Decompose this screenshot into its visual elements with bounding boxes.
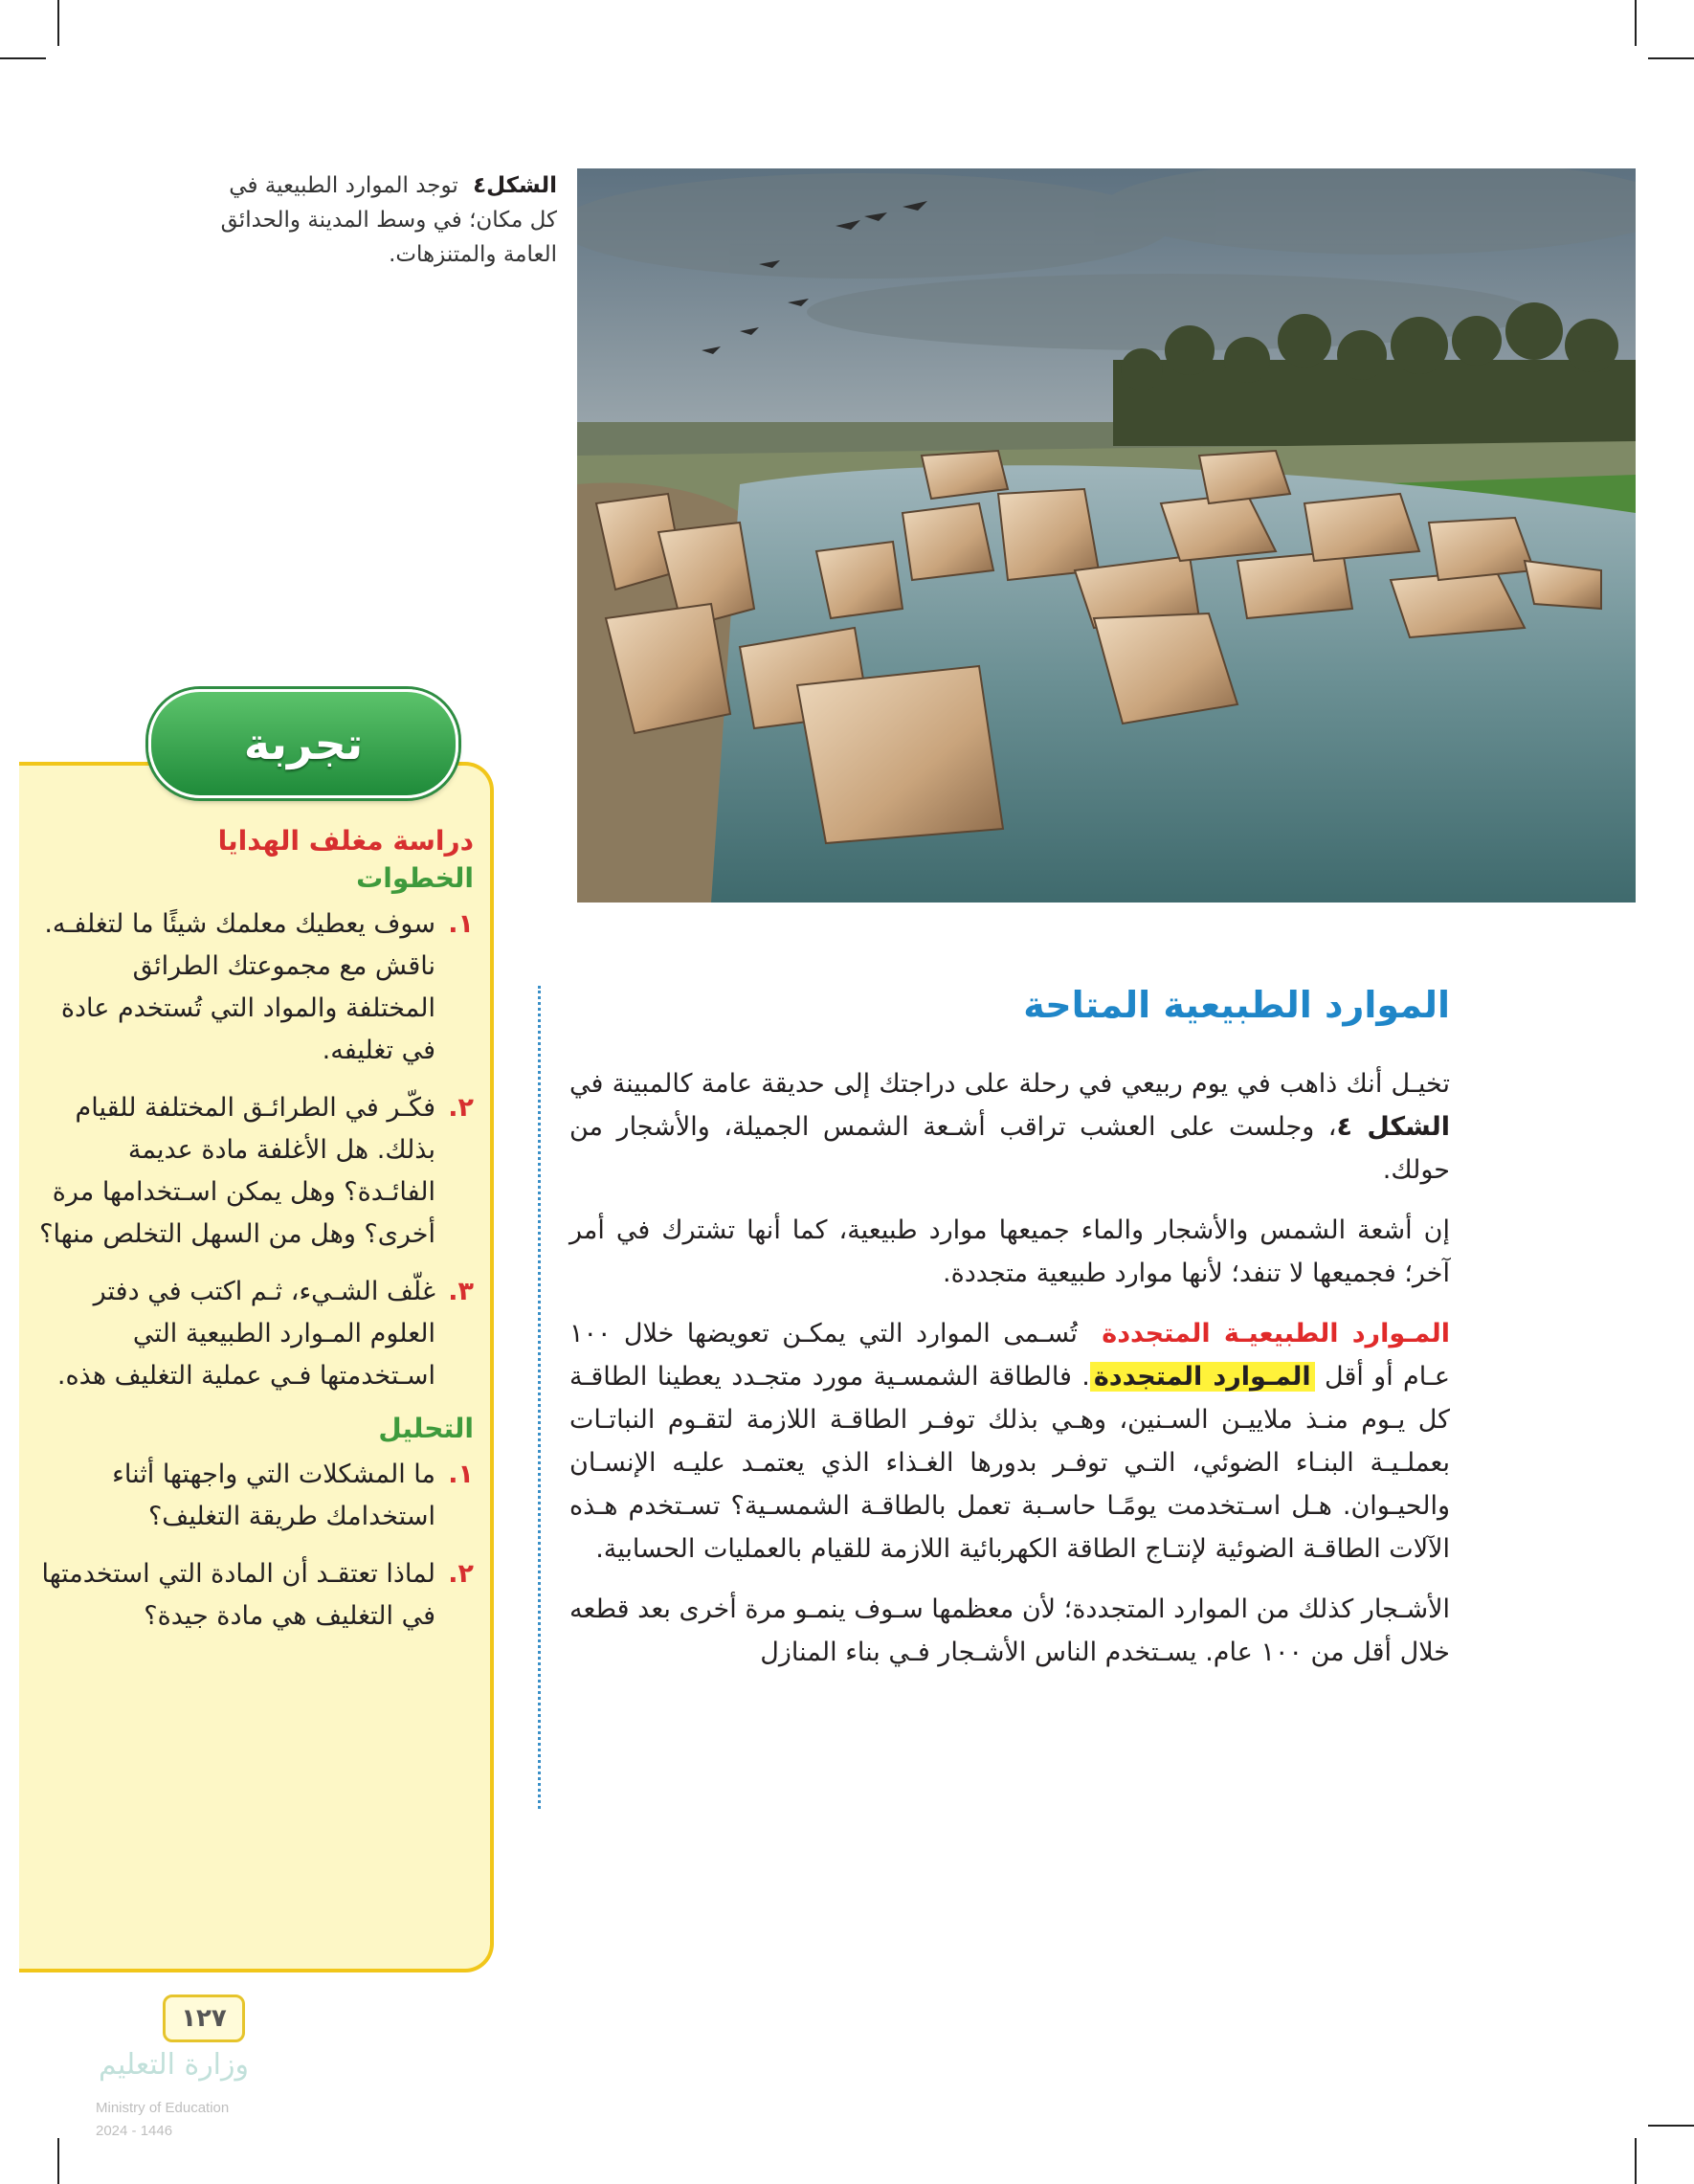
figure-reference: الشكل ٤ bbox=[1336, 1112, 1450, 1142]
question-number: ٢. bbox=[448, 1559, 474, 1589]
section-body bbox=[569, 1062, 1450, 1691]
paragraph-text: تخيـل أنك ذاهب في يوم ربيعي في رحلة على دراجتك إلى حديقة عامة كالمبينة في bbox=[569, 1069, 1450, 1099]
list-item bbox=[38, 1271, 474, 1397]
crop-mark bbox=[1635, 0, 1637, 46]
paragraph-text: ، وجلست على العشب تراقب أشـعة الشمس الجميلة، والأشجار من حولك. bbox=[569, 1112, 1450, 1185]
column-separator bbox=[538, 986, 541, 1809]
paragraph-trees: الأشـجار كذلك من الموارد المتجددة؛ لأن معظمها سـوف ينمـو مرة أخرى بعد قطعه خلال أقل من ١٠٠ عام. يسـتخدم الناس الأشـجار فـي بناء المنازل bbox=[569, 1594, 1450, 1667]
paragraph-text: . فالطاقة الشمسـية مورد متجـدد يعطينا الطاقـة كل يـوم منـذ ملاييـن السـنين، وهـي بذلك توفـر الطاقـة اللازمة لتقـوم النباتـات بعملـيـة البنـاء الضوئي، التـي توفـر بدورها الغـذاء الذي يعتمـد عليـه الإنسـان والحيـوان. هـل اسـتخدمت يومًـا حاسـبة تعمل بالطاقـة الشمسـية؟ تسـتخدم هـذه الآلات الطاقـة الضوئية لإنتـاج الطاقة الكهربائية اللازمة للقيام بالعمليات الحسابية. bbox=[569, 1362, 1450, 1564]
list-item bbox=[38, 1553, 474, 1638]
figure-caption-text: توجد الموارد الطبيعية في كل مكان؛ في وسط المدينة والحدائق العامة والمتنزهات. bbox=[220, 173, 557, 267]
paragraph-definition bbox=[569, 1312, 1450, 1571]
step-number: ١. bbox=[448, 909, 474, 939]
river-rocks-image bbox=[577, 168, 1636, 903]
list-item bbox=[38, 1087, 474, 1256]
analysis-heading: التحليل bbox=[378, 1413, 474, 1444]
figure-caption bbox=[220, 168, 557, 272]
list-item bbox=[38, 1454, 474, 1538]
crop-mark bbox=[57, 2138, 59, 2184]
list-item bbox=[38, 903, 474, 1072]
crop-mark bbox=[1635, 2138, 1637, 2184]
step-number: ٢. bbox=[448, 1093, 474, 1123]
edition-year: 2024 - 1446 bbox=[96, 2123, 173, 2139]
analysis-list bbox=[38, 1454, 474, 1638]
experiment-tab bbox=[148, 689, 458, 798]
step-number: ٣. bbox=[448, 1277, 474, 1306]
ministry-name-ar: وزارة التعليم bbox=[98, 2048, 249, 2082]
step-text: فكّـر في الطرائـق المختلفة للقيام بذلك. هل الأغلفة مادة عديمة الفائـدة؟ وهل يمكن اسـتخدامها مرة أخرى؟ وهل من السهل التخلص منها؟ bbox=[39, 1093, 435, 1249]
crop-mark bbox=[1648, 2125, 1694, 2127]
vocabulary-term: المـوارد الطبيعيـة المتجددة bbox=[1102, 1319, 1450, 1348]
paragraph-renewable-intro: إن أشعة الشمس والأشجار والماء جميعها موارد طبيعية، كما أنها تشترك في أمر آخر؛ فجميعها لا تنفد؛ لأنها موارد طبيعية متجددة. bbox=[569, 1215, 1450, 1288]
section-title: الموارد الطبيعية المتاحة bbox=[1023, 984, 1450, 1026]
steps-list bbox=[38, 903, 474, 1397]
ministry-name-en: Ministry of Education bbox=[96, 2100, 230, 2116]
steps-heading: الخطوات bbox=[356, 862, 474, 894]
crop-mark bbox=[0, 57, 46, 59]
page-number: ١٢٧ bbox=[163, 1995, 245, 2042]
experiment-content bbox=[38, 825, 474, 1653]
experiment-tab-label: تجربة bbox=[243, 718, 364, 769]
figure-label: الشكل٤ bbox=[473, 173, 557, 198]
crop-mark bbox=[1648, 57, 1694, 59]
experiment-title: دراسة مغلف الهدايا bbox=[217, 825, 474, 857]
question-number: ١. bbox=[448, 1460, 474, 1489]
landscape-photo bbox=[577, 168, 1636, 903]
crop-mark bbox=[57, 0, 59, 46]
question-text: لماذا تعتقـد أن المادة التي استخدمتها في التغليف هي مادة جيدة؟ bbox=[41, 1559, 435, 1631]
step-text: سوف يعطيك معلمك شيئًا ما لتغلفـه. ناقش مع مجموعتك الطرائق المختلفة والمواد التي تُستخدم عادة في تغليفه. bbox=[44, 909, 435, 1065]
paragraph-intro bbox=[569, 1062, 1450, 1192]
paragraph-text: تُسـمى الموارد التي يمكـن تعويضها خلال ١٠٠ عـام أو أقل bbox=[569, 1319, 1450, 1392]
step-text: غلّف الشـيء، ثـم اكتب في دفتر العلوم المـوارد الطبيعية التي اسـتخدمتها فـي عملية التغليف هذه. bbox=[56, 1277, 435, 1391]
highlighted-term: المـوارد المتجددة bbox=[1090, 1362, 1315, 1392]
question-text: ما المشكلات التي واجهتها أثناء استخدامك طريقة التغليف؟ bbox=[112, 1460, 435, 1531]
